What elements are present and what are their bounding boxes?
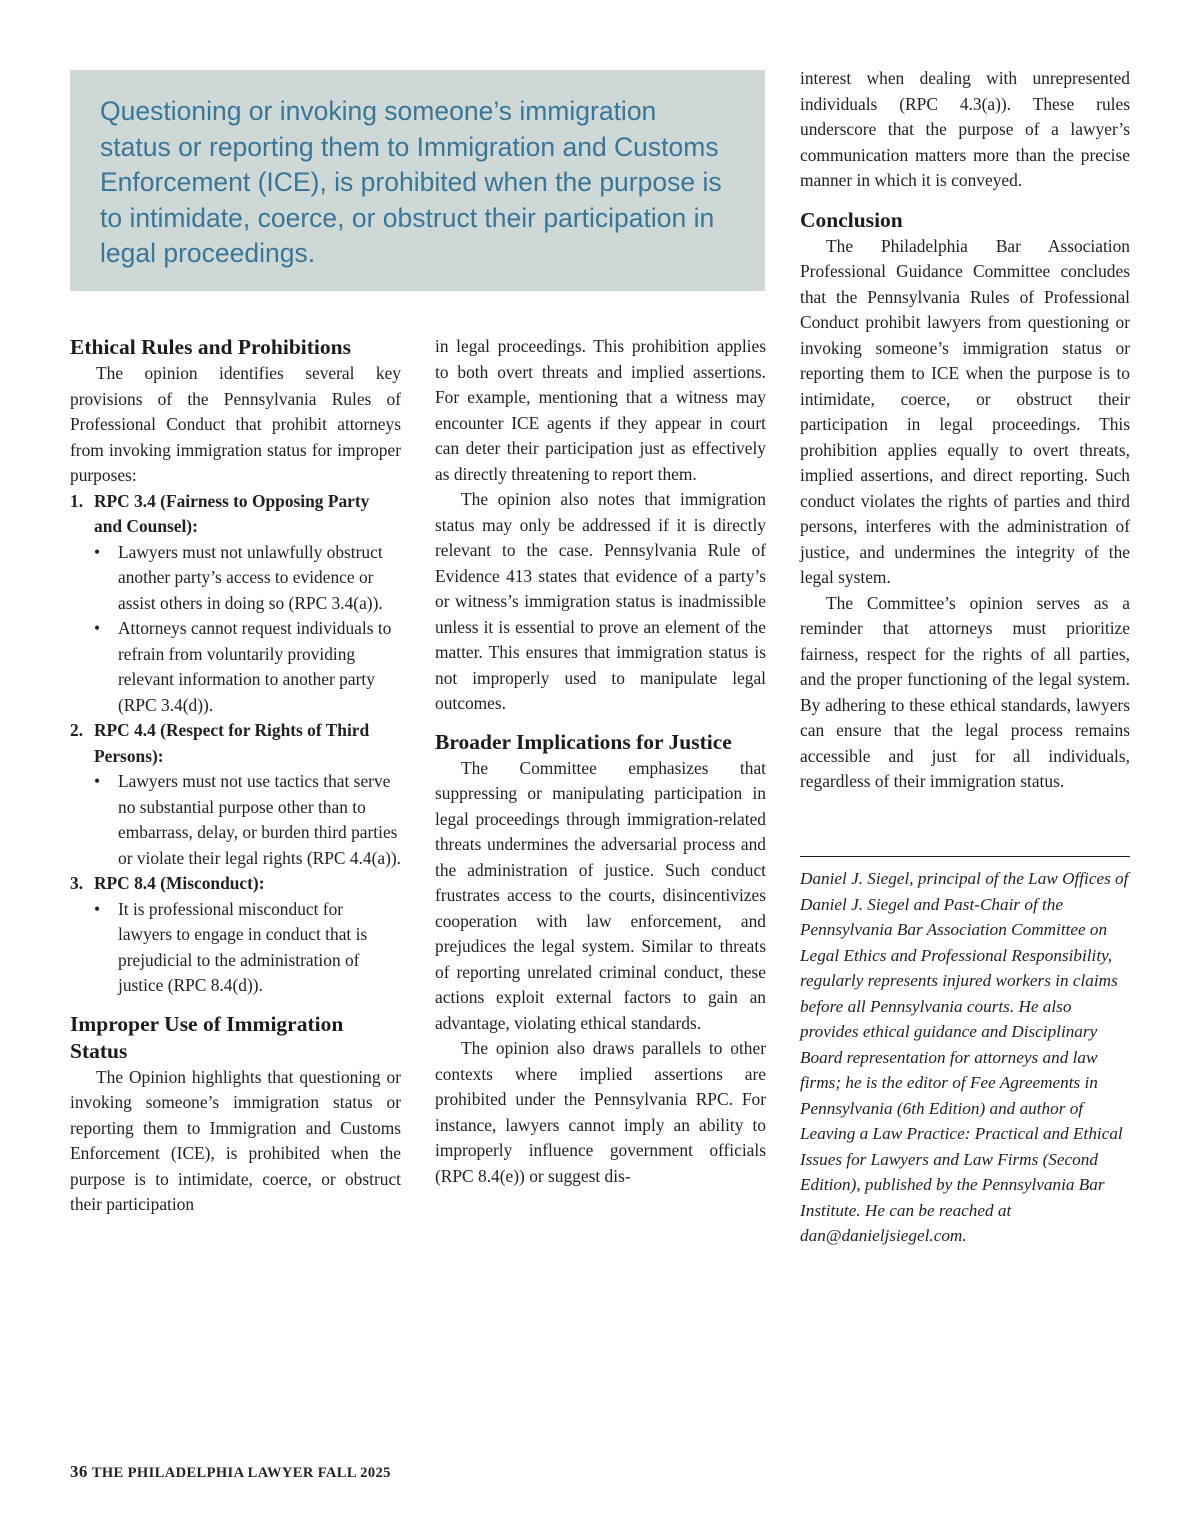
- rpc-number: 3.: [70, 873, 84, 893]
- column-3: [800, 66, 1130, 795]
- heading-broader-implications: Broader Implications for Justice: [435, 729, 732, 754]
- rpc-bullets: [94, 897, 401, 999]
- broader-paragraph-2a: The opinion also draws parallels to other contexts where implied assertions are prohibited under the Pennsylvania RPC. For instance, lawyers cannot imply an ability to improperly influence government officials (RPC 8.4(e)) or suggest dis-: [435, 1038, 766, 1186]
- conclusion-paragraph-1: The Philadelphia Bar Association Professional Guidance Committee concludes that the Pennsylvania Rules of Professional Conduct prohibit lawyers from questioning or invoking someone’s immigration status or reporting them to ICE when the purpose is to intimidate, coerce, or obstruct their participation in legal proceedings. This prohibition applies equally to overt threats, implied assertions, and direct reporting. Such conduct violates the rights of parties and third persons, interferes with the administration of justice, and undermines the integrity of the legal system.: [800, 235, 1130, 587]
- heading-improper-use: Improper Use of Immigration Status: [70, 1011, 344, 1063]
- rpc-item: [70, 871, 401, 999]
- bullet-icon: •: [94, 771, 101, 791]
- rpc-item: [70, 489, 401, 719]
- bullet-item: [94, 769, 401, 871]
- author-bio: Daniel J. Siegel, principal of the Law Offices of Daniel J. Siegel and Past-Chair of the Pennsylvania Bar Association Committee on Legal Ethics and Professional Responsibility, regularly represents injured workers in claims before all Pennsylvania courts. He also provides ethical guidance and Disciplinary Board representation for attorneys and law firms; he is the editor of Fee Agreements in Pennsylvania (6th Edition) and author of Leaving a Law Practice: Practical and Ethical Issues for Lawyers and Law Firms (Second Edition), published by the Pennsylvania Bar Institute. He can be reached at dan@danieljsiegel.com.: [800, 869, 1129, 1245]
- broader-paragraph-1: The Committee emphasizes that suppressing or manipulating participation in legal proceedings through immigration-related threats undermines the adversarial process and the administration of justice. Such conduct frustrates access to the courts, disincentivizes cooperation with law enforcement, and prejudices the legal system. Similar to threats of reporting unrelated criminal conduct, these actions exploit external factors to gain an advantage, violating ethical standards.: [435, 757, 766, 1033]
- rpc-number: 2.: [70, 720, 84, 740]
- bullet-icon: •: [94, 618, 101, 638]
- page-number: 36: [70, 1462, 88, 1481]
- bio-divider: [800, 856, 1130, 857]
- bullet-item: [94, 897, 401, 999]
- bullet-item: [94, 616, 401, 718]
- bullet-icon: •: [94, 898, 101, 919]
- rpc-title: RPC 3.4 (Fairness to Opposing Party and Counsel):: [94, 490, 370, 536]
- rpc-list: [70, 489, 401, 999]
- publication-name: THE PHILADELPHIA LAWYER FALL 2025: [91, 1465, 391, 1481]
- pull-quote-text: Questioning or invoking someone’s immigration status or reporting them to Immigration and Customs Enforcement (ICE), is prohibited when the purpose is to intimidate, coerce, or obstruct their participation in legal proceedings.: [100, 96, 722, 268]
- ethical-intro: The opinion identifies several key provisions of the Pennsylvania Rules of Professional Conduct that prohibit attorneys from invoking immigration status for improper purposes:: [70, 363, 401, 485]
- bullet-text: Attorneys cannot request individuals to refrain from voluntarily providing relevant information to another party (RPC 3.4(d)).: [118, 618, 392, 715]
- bullet-icon: •: [94, 541, 101, 562]
- heading-ethical-rules: Ethical Rules and Prohibitions: [70, 335, 351, 359]
- page-footer: [70, 1462, 391, 1482]
- rpc-title: RPC 8.4 (Misconduct):: [94, 873, 265, 893]
- pull-quote-box: [70, 70, 765, 291]
- column-1: [70, 333, 401, 1218]
- bullet-text: Lawyers must not unlawfully obstruct another party’s access to evidence or assist others in doing so (RPC 3.4(a)).: [118, 541, 383, 613]
- rpc-bullets: [94, 540, 401, 719]
- rpc-item: [70, 718, 401, 871]
- bullet-item: [94, 540, 401, 617]
- heading-conclusion: Conclusion: [800, 207, 903, 232]
- broader-paragraph-2b: interest when dealing with unrepresented individuals (RPC 4.3(a)). These rules underscore that the purpose of a lawyer’s communication matters more than the precise manner in which it is conveyed.: [800, 68, 1130, 190]
- improper-paragraph-1b: in legal proceedings. This prohibition applies to both overt threats and implied assertions. For example, mentioning that a witness may encounter ICE agents if they appear in court can deter their participation just as effectively as directly threatening to report them.: [435, 336, 766, 484]
- rpc-title: RPC 4.4 (Respect for Rights of Third Persons):: [94, 720, 370, 766]
- column-2: [435, 334, 766, 1189]
- rpc-bullets: [94, 769, 401, 871]
- conclusion-paragraph-2: The Committee’s opinion serves as a reminder that attorneys must prioritize fairness, respect for the rights of all parties, and the proper functioning of the legal system. By adhering to these ethical standards, lawyers can ensure that the legal process remains accessible and just for all individuals, regardless of their immigration status.: [800, 592, 1130, 791]
- improper-paragraph-2: The opinion also notes that immigration status may only be addressed if it is directly relevant to the case. Pennsylvania Rule of Evidence 413 states that evidence of a party’s or witness’s immigration status is inadmissible unless it is essential to prove an element of the matter. This ensures that immigration status is not improperly used to manipulate legal outcomes.: [435, 489, 766, 713]
- improper-paragraph-1a: The Opinion highlights that questioning or invoking someone’s immigration status or reporting them to Immigration and Customs Enforcement (ICE), is prohibited when the purpose is to intimidate, coerce, or obstruct their participation: [70, 1066, 401, 1214]
- bullet-text: It is professional misconduct for lawyers to engage in conduct that is prejudicial to the administration of justice (RPC 8.4(d)).: [118, 898, 368, 995]
- bullet-text: Lawyers must not use tactics that serve no substantial purpose other than to embarrass, delay, or burden third parties or violate their legal rights (RPC 4.4(a)).: [118, 771, 402, 868]
- rpc-number: 1.: [70, 490, 84, 511]
